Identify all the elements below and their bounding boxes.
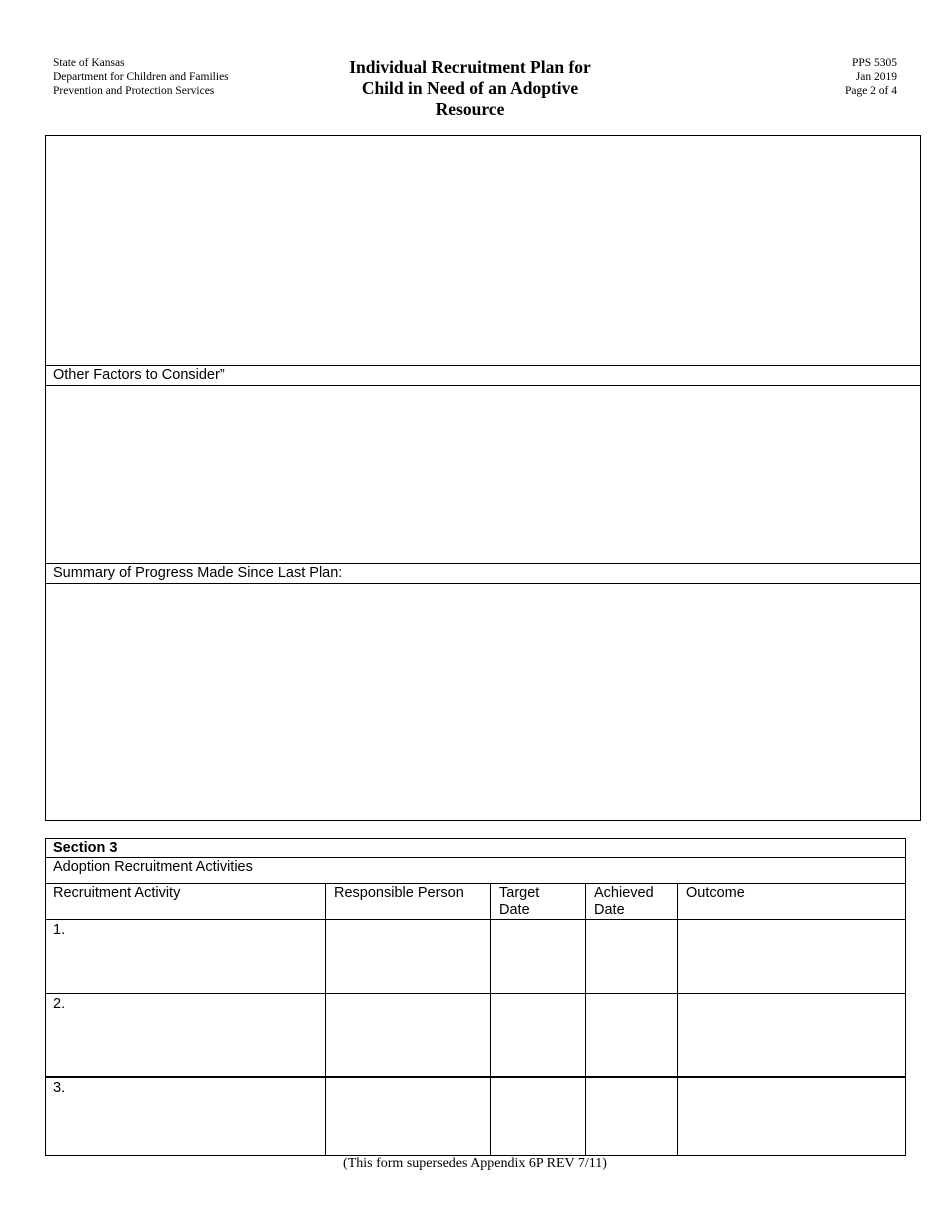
other-factors-label: Other Factors to Consider” xyxy=(53,367,225,383)
row-number-2: 2. xyxy=(53,996,66,1012)
row-1-person-field[interactable] xyxy=(326,920,489,992)
divider xyxy=(45,365,921,366)
row-3-achieved-date-field[interactable] xyxy=(586,1078,676,1155)
col-responsible-person: Responsible Person xyxy=(334,885,464,901)
col-target-date-line-2: Date xyxy=(499,902,530,918)
row-2-outcome-field[interactable] xyxy=(678,994,905,1075)
row-3-target-date-field[interactable] xyxy=(491,1078,584,1155)
agency-division: Prevention and Protection Services xyxy=(53,85,215,97)
row-1-activity-field[interactable] xyxy=(66,920,324,992)
prior-text-area[interactable] xyxy=(46,136,920,365)
col-target-date-line-1: Target xyxy=(499,885,540,901)
col-outcome: Outcome xyxy=(686,885,745,901)
form-title-line-1: Individual Recruitment Plan for xyxy=(349,57,591,77)
section3-heading: Section 3 xyxy=(53,840,118,856)
row-2-target-date-field[interactable] xyxy=(491,994,584,1075)
form-date: Jan 2019 xyxy=(855,71,897,83)
divider xyxy=(45,857,906,858)
col-recruitment-activity: Recruitment Activity xyxy=(53,885,181,901)
col-achieved-date-line-1: Achieved xyxy=(594,885,654,901)
form-number: PPS 5305 xyxy=(851,57,897,69)
form-id-block xyxy=(845,56,897,98)
row-3-outcome-field[interactable] xyxy=(678,1078,905,1155)
summary-progress-field[interactable] xyxy=(46,584,920,820)
row-2-activity-field[interactable] xyxy=(66,994,324,1075)
col-target-date xyxy=(499,885,539,919)
row-3-person-field[interactable] xyxy=(326,1078,489,1155)
col-achieved-date xyxy=(594,885,654,919)
agency-department: Department for Children and Families xyxy=(53,71,229,83)
col-achieved-date-line-2: Date xyxy=(594,902,625,918)
section3-subheading: Adoption Recruitment Activities xyxy=(53,859,253,875)
divider xyxy=(45,883,906,884)
other-factors-field[interactable] xyxy=(46,386,920,562)
form-title xyxy=(320,57,620,120)
form-title-line-3: Resource xyxy=(435,99,505,119)
agency-block xyxy=(53,56,229,98)
page-number: Page 2 of 4 xyxy=(844,85,897,97)
row-1-target-date-field[interactable] xyxy=(491,920,584,992)
form-title-line-2: Child in Need of an Adoptive xyxy=(361,78,579,98)
divider xyxy=(45,563,921,564)
row-3-activity-field[interactable] xyxy=(66,1078,324,1155)
agency-state: State of Kansas xyxy=(53,57,125,69)
row-number-1: 1. xyxy=(53,922,66,938)
row-number-3: 3. xyxy=(53,1080,66,1096)
row-1-achieved-date-field[interactable] xyxy=(586,920,676,992)
row-1-outcome-field[interactable] xyxy=(678,920,905,992)
row-2-person-field[interactable] xyxy=(326,994,489,1075)
footer-note: (This form supersedes Appendix 6P REV 7/11) xyxy=(343,1156,607,1171)
summary-progress-label: Summary of Progress Made Since Last Plan: xyxy=(53,565,343,581)
row-2-achieved-date-field[interactable] xyxy=(586,994,676,1075)
